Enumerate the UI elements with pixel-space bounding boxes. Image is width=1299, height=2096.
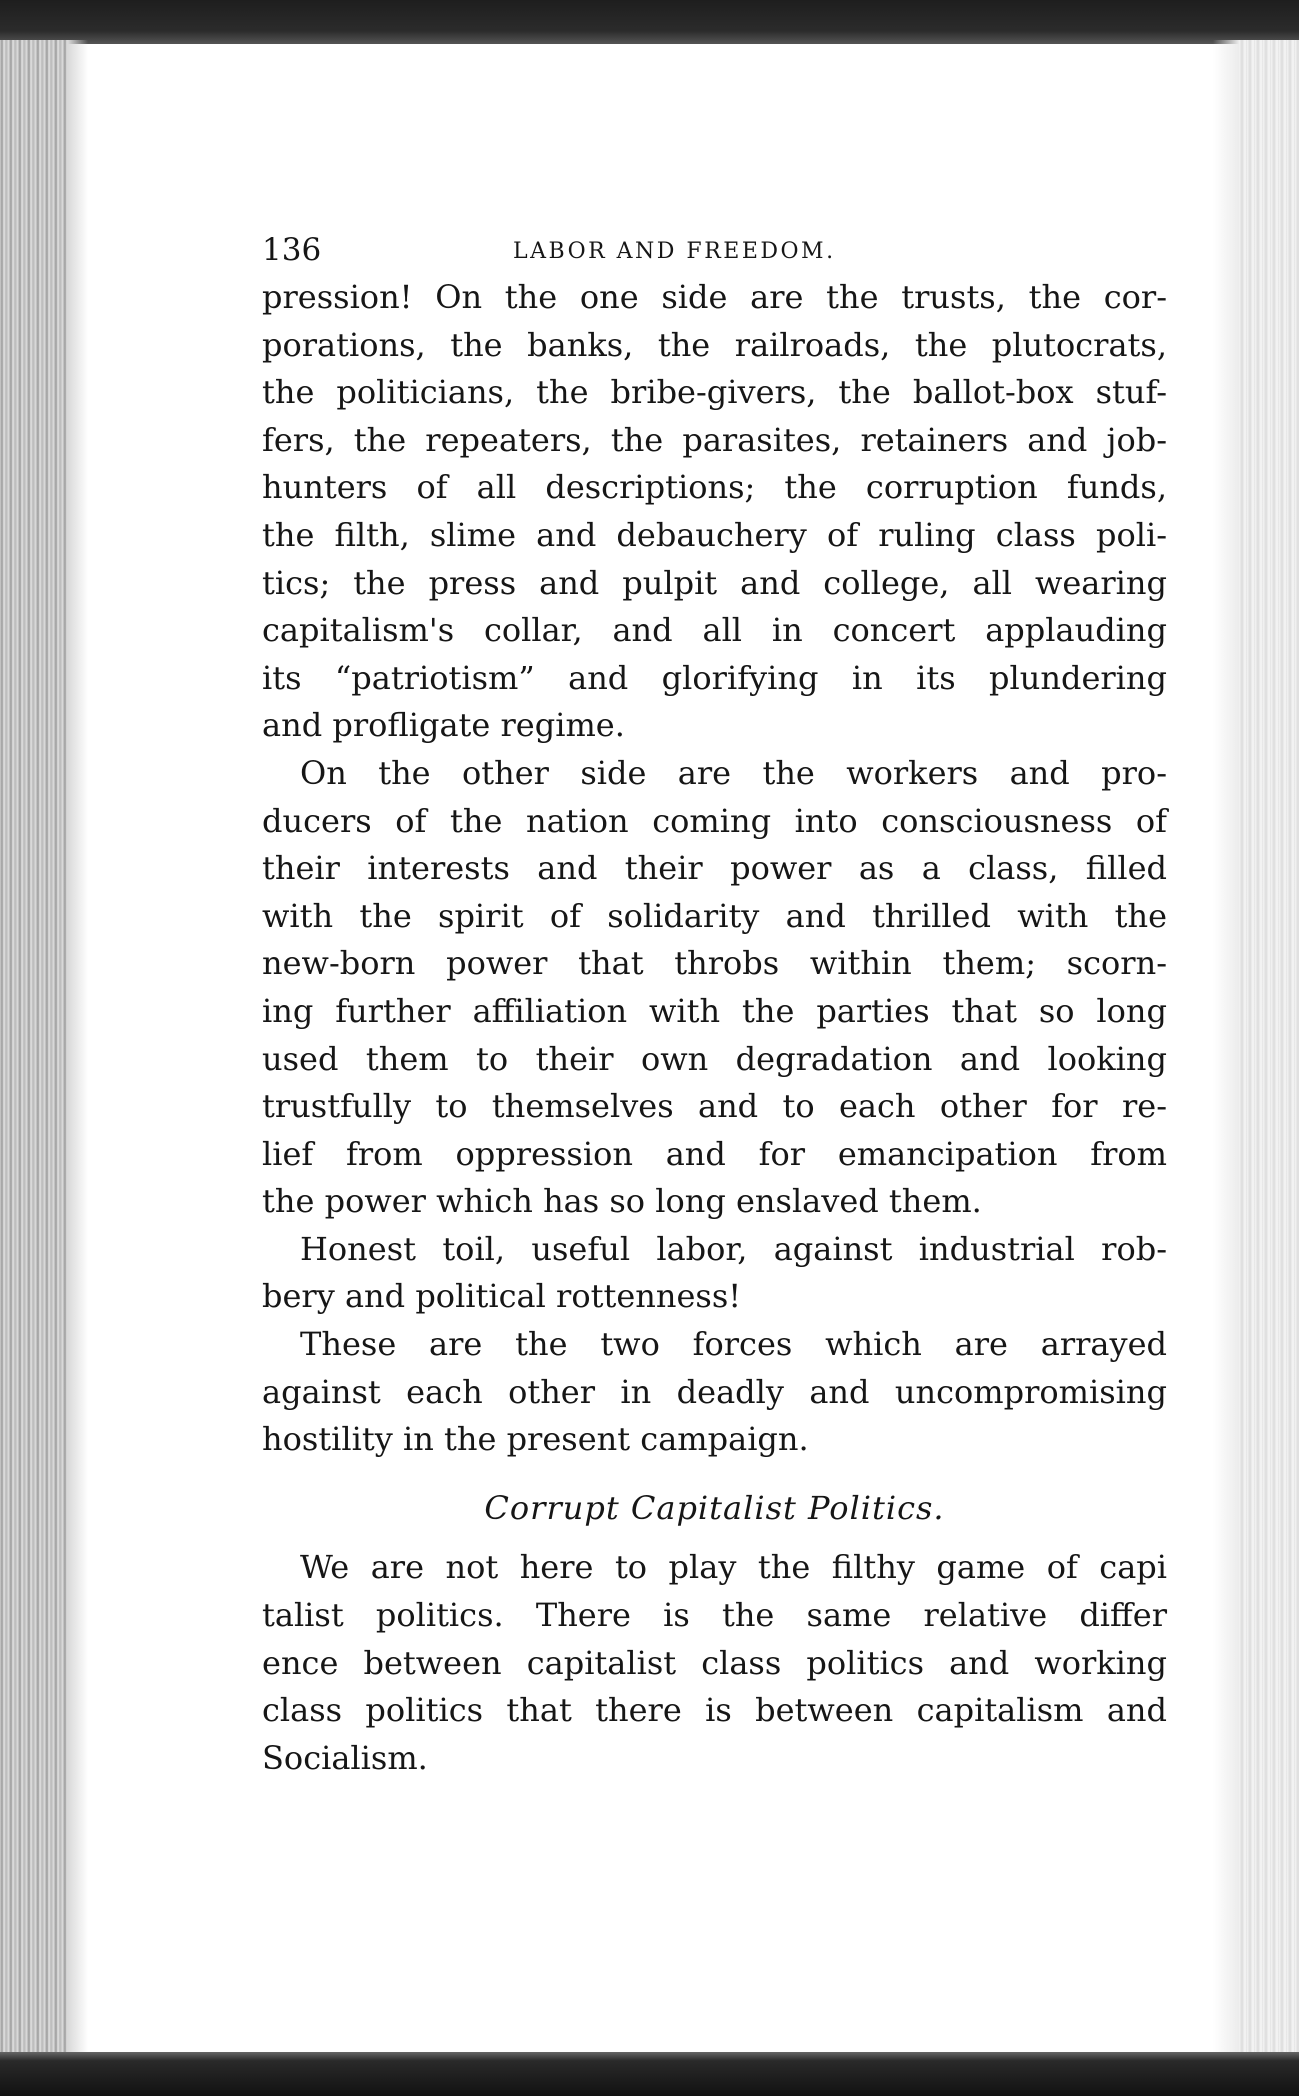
paragraph xyxy=(262,1544,1167,1782)
page-number: 136 xyxy=(262,232,322,268)
page-edge xyxy=(1239,40,1299,2056)
text-line: class politics that there is between capitalism and xyxy=(262,1691,1167,1730)
text-line: against each other in deadly and uncompromising xyxy=(262,1372,1167,1411)
text-line: hostility in the present campaign. xyxy=(262,1420,809,1459)
text-line: talist politics. There is the same relative differ xyxy=(262,1596,1167,1635)
running-head: LABOR AND FREEDOM. xyxy=(513,239,836,264)
paragraph xyxy=(262,1226,1167,1321)
text-line: trustfully to themselves and to each other for re- xyxy=(262,1087,1167,1126)
text-line: the politicians, the bribe-givers, the ballot-box stuf- xyxy=(262,373,1167,412)
text-line: and profligate regime. xyxy=(262,706,625,745)
section-title: Corrupt Capitalist Politics. xyxy=(484,1488,945,1527)
text-line: the power which has so long enslaved them. xyxy=(262,1182,982,1221)
text-line: its “patriotism” and glorifying in its plundering xyxy=(262,658,1167,697)
paragraph xyxy=(262,750,1167,1226)
book-gutter xyxy=(0,40,68,2056)
text-line: their interests and their power as a class, filled xyxy=(262,849,1167,888)
text-line: bery and political rottenness! xyxy=(262,1277,742,1316)
text-line: These are the two forces which are arrayed xyxy=(300,1325,1167,1364)
text-line: Socialism. xyxy=(262,1738,428,1777)
text-line: On the other side are the workers and pro- xyxy=(300,753,1167,792)
text-line: tics; the press and pulpit and college, all wearing xyxy=(262,563,1167,602)
paragraph xyxy=(262,274,1167,750)
paragraph xyxy=(262,1321,1167,1464)
text-line: with the spirit of solidarity and thrilled with the xyxy=(262,896,1167,935)
text-line: lief from oppression and for emancipation from xyxy=(262,1134,1167,1173)
text-line: fers, the repeaters, the parasites, retainers and job- xyxy=(262,420,1167,459)
scan-top-edge xyxy=(0,0,1299,44)
text-line: porations, the banks, the railroads, the plutocrats, xyxy=(262,325,1167,364)
text-line: ducers of the nation coming into consciousness of xyxy=(262,801,1167,840)
text-line: the filth, slime and debauchery of ruling class poli- xyxy=(262,515,1167,554)
text-line: used them to their own degradation and looking xyxy=(262,1039,1167,1078)
body-text xyxy=(262,274,1167,1782)
text-line: ing further affiliation with the parties that so long xyxy=(262,991,1167,1030)
text-line: hunters of all descriptions; the corruption funds, xyxy=(262,468,1167,507)
text-line: pression! On the one side are the trusts, the cor- xyxy=(262,278,1167,316)
book-page xyxy=(262,226,1167,1782)
text-line: new-born power that throbs within them; scorn- xyxy=(262,944,1167,983)
scan-bottom-edge xyxy=(0,2052,1299,2096)
text-line: We are not here to play the filthy game of capi xyxy=(300,1548,1167,1587)
text-line: ence between capitalist class politics and working xyxy=(262,1643,1167,1682)
text-line: capitalism's collar, and all in concert applauding xyxy=(262,611,1167,650)
text-line: Honest toil, useful labor, against industrial rob- xyxy=(300,1229,1167,1268)
page-header xyxy=(262,226,1167,274)
